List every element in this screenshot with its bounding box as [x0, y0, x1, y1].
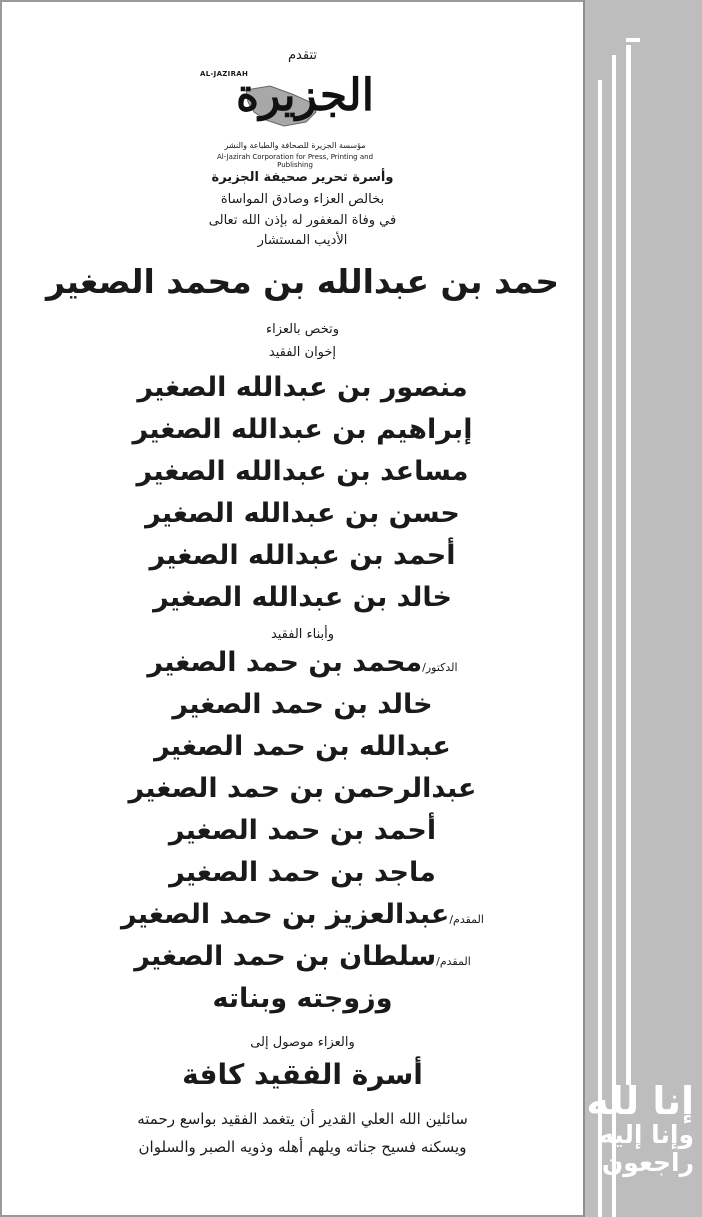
- son-name: خالد بن حمد الصغير: [172, 689, 433, 720]
- prayer-line-1: سائلين الله العلي القدير أن يتغمد الفقيد بواسع رحمته: [137, 1110, 468, 1128]
- son-row: [30, 815, 575, 846]
- logo-wordmark: الجزيرة: [236, 70, 374, 121]
- wife-daughters: وزوجته وبناته: [212, 983, 393, 1014]
- brother-name: أحمد بن عبدالله الصغير: [149, 540, 456, 571]
- brother-name: إبراهيم بن عبدالله الصغير: [132, 414, 473, 445]
- staff-line: وأسرة تحرير صحيفة الجزيرة: [211, 170, 394, 185]
- son-row: [30, 941, 575, 972]
- frame-left-border: [0, 0, 2, 1217]
- son-row: [30, 647, 575, 678]
- extended-intro: والعزاء موصول إلى: [250, 1035, 355, 1050]
- son-row: [30, 857, 575, 888]
- panel-line-2: وإنا إليه: [599, 1120, 694, 1149]
- presents-text: تتقدم: [288, 48, 317, 63]
- decor-bar: [598, 80, 602, 1217]
- condolence-line: بخالص العزاء وصادق المواساة: [220, 192, 385, 207]
- sons-heading: وأبناء الفقيد: [270, 627, 335, 642]
- son-prefix: المقدم/: [449, 913, 484, 926]
- decor-bar-cap: [626, 38, 640, 42]
- son-row: [30, 731, 575, 762]
- brothers-heading: إخوان الفقيد: [268, 345, 337, 360]
- son-name: أحمد بن حمد الصغير: [168, 815, 437, 846]
- son-row: [30, 773, 575, 804]
- brother-name: مساعد بن عبدالله الصغير: [136, 456, 469, 487]
- son-row: [30, 689, 575, 720]
- son-name: عبدالعزيز بن حمد الصغير: [121, 899, 450, 930]
- son-name: عبدالرحمن بن حمد الصغير: [128, 773, 477, 804]
- son-prefix: الدكتور/: [422, 661, 458, 674]
- death-line: في وفاة المغفور له بإذن الله تعالى: [208, 213, 397, 228]
- son-name: ماجد بن حمد الصغير: [169, 857, 436, 888]
- son-name: محمد بن حمد الصغير: [147, 647, 423, 678]
- decor-bar: [612, 55, 616, 1217]
- brother-name: منصور بن عبدالله الصغير: [137, 372, 468, 403]
- brother-name: خالد بن عبدالله الصغير: [153, 582, 452, 613]
- side-panel: [583, 0, 702, 1217]
- title-line: الأديب المستشار: [257, 233, 348, 248]
- son-name: سلطان بن حمد الصغير: [134, 941, 437, 972]
- logo-english-subtitle: Al-Jazirah Corporation for Press, Printing and Publishing: [216, 153, 374, 169]
- panel-line-1: إنا لله: [586, 1079, 694, 1123]
- logo-latin: AL-JAZIRAH: [200, 70, 249, 78]
- deceased-name: حمد بن عبدالله بن محمد الصغير: [45, 262, 560, 301]
- logo-arabic-subtitle: مؤسسة الجزيرة للصحافة والطباعة والنشر: [224, 141, 366, 150]
- brother-name: حسن بن عبدالله الصغير: [145, 498, 460, 529]
- son-name: عبدالله بن حمد الصغير: [154, 731, 451, 762]
- brothers-intro: وتخص بالعزاء: [265, 322, 340, 337]
- decor-bar: [626, 45, 631, 1085]
- newspaper-logo: [200, 64, 390, 174]
- son-prefix: المقدم/: [436, 955, 471, 968]
- son-row: [30, 899, 575, 930]
- panel-line-3: راجعون: [601, 1148, 694, 1177]
- prayer-line-2: ويسكنه فسيح جناته ويلهم أهله وذويه الصبر والسلوان: [138, 1138, 467, 1156]
- family-all: أسرة الفقيد كافة: [182, 1058, 423, 1091]
